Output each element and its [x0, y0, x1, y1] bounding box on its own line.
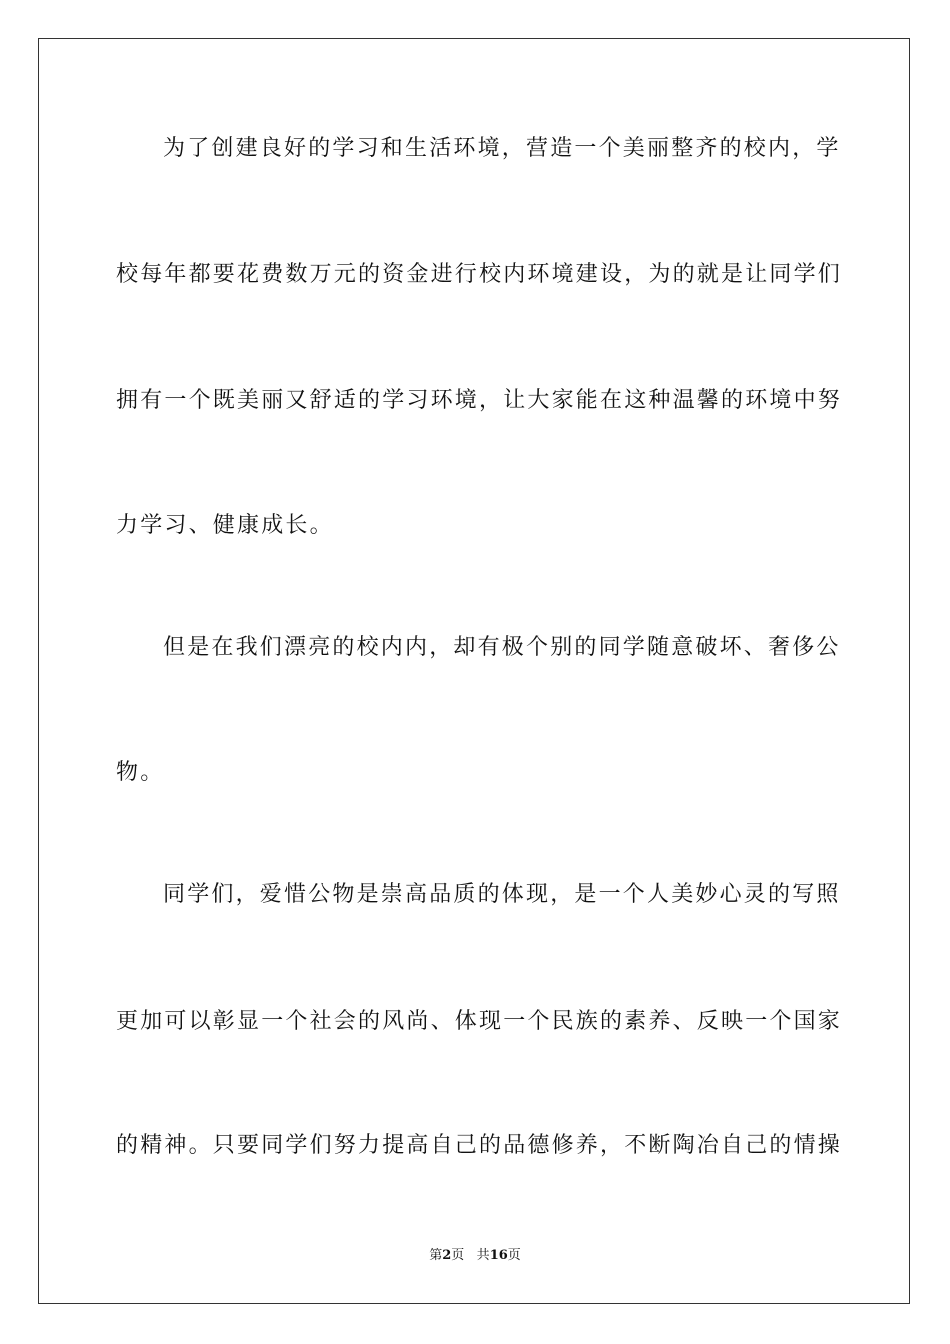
paragraph-3-line-2: 更加可以彰显一个社会的风尚、体现一个民族的素养、反映一个国家	[116, 1009, 843, 1034]
paragraph-1-line-1: 为了创建良好的学习和生活环境，营造一个美丽整齐的校内，学	[163, 136, 841, 161]
page-unit: 页	[451, 1248, 465, 1263]
paragraph-1-line-3: 拥有一个既美丽又舒适的学习环境，让大家能在这种温馨的环境中努	[116, 388, 843, 413]
paragraph-1-line-4: 力学习、健康成长。	[116, 513, 334, 538]
paragraph-2-line-1: 但是在我们漂亮的校内内，却有极个别的同学随意破坏、奢侈公	[163, 635, 841, 660]
page-footer	[0, 1248, 950, 1264]
page-border	[38, 38, 910, 1304]
page-prefix: 第	[429, 1248, 443, 1263]
paragraph-1-line-2: 校每年都要花费数万元的资金进行校内环境建设，为的就是让同学们	[116, 262, 843, 287]
paragraph-2-line-2: 物。	[116, 760, 165, 785]
page-number: 2	[442, 1248, 452, 1263]
total-unit: 页	[507, 1248, 521, 1263]
paragraph-3-line-3: 的精神。只要同学们努力提高自己的品德修养，不断陶冶自己的情操	[116, 1133, 843, 1158]
total-prefix: 共	[476, 1248, 490, 1263]
paragraph-3-line-1: 同学们，爱惜公物是崇高品质的体现，是一个人美妙心灵的写照	[163, 882, 841, 907]
page-total: 16	[489, 1248, 508, 1263]
